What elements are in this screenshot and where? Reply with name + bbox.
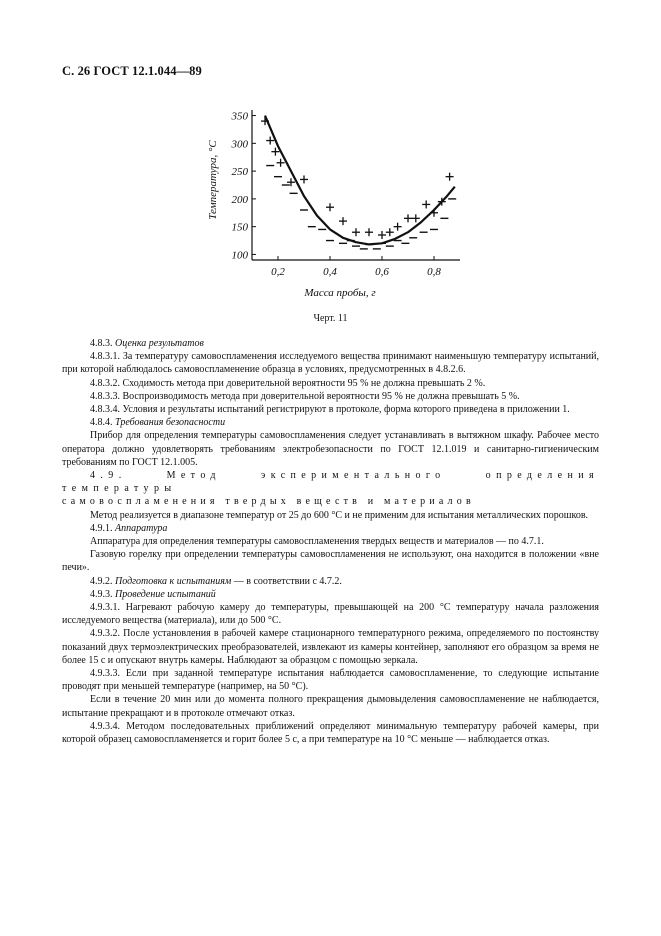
y-tick-label: 350 xyxy=(231,110,248,123)
chart-marks xyxy=(261,116,456,249)
section-4-9-2-heading xyxy=(62,575,599,588)
ignition-point xyxy=(394,223,402,231)
chart-y-label: Температура, °С xyxy=(207,140,219,220)
figure-caption: Черт. 11 xyxy=(313,313,348,324)
section-number: 4.9.1. xyxy=(90,522,113,534)
page-header: С. 26 ГОСТ 12.1.044—89 xyxy=(62,64,202,78)
paragraph-4-9-1-a: Аппаратура для определения температуры самовоспламенения твердых веществ и материалов — по 4.7.1. xyxy=(90,536,544,548)
paragraph-4-9: Метод реализуется в диапазоне температур от 25 до 600 °С и не применим для испытания металлических порошков. xyxy=(90,509,589,521)
section-4-9-3-heading xyxy=(62,588,599,601)
ignition-point xyxy=(446,173,454,181)
ignition-point xyxy=(352,228,360,236)
fit-curve-line xyxy=(265,116,455,245)
ignition-point xyxy=(326,203,334,211)
ignition-point xyxy=(378,231,386,239)
section-4-9-heading-line2: самовоспламенения твердых веществ и материалов xyxy=(62,496,475,508)
section-title: Проведение испытаний xyxy=(115,588,216,600)
ignition-point xyxy=(266,137,274,145)
section-number: 4.8.3. xyxy=(90,338,113,349)
section-title: Требования безопасности xyxy=(115,417,226,429)
paragraph-4-9-3-4: 4.9.3.4. Методом последовательных приближений определяют минимальную температуру рабочей камеры, при которой образец самовоспламеняется и горит более 5 с, а при температуре на 10 °С меньше — наблюдается отказ. xyxy=(62,720,599,746)
y-tick-label: 100 xyxy=(231,249,248,262)
paragraph-4-8-3-4: 4.8.3.4. Условия и результаты испытаний регистрируют в протоколе, форма которого приведена в приложении 1. xyxy=(90,404,570,416)
section-4-8-3-heading xyxy=(62,337,599,350)
paragraph-4-8-3-2: 4.8.3.2. Сходимость метода при доверительной вероятности 95 % не должна превышать 2 %. xyxy=(90,377,486,389)
paragraph-4-9-3-1: 4.9.3.1. Нагревают рабочую камеру до температуры, превышающей на 200 °С температуру начала разложения исследуемого вещества (материала), или до 500 °С. xyxy=(62,602,599,627)
y-tick-label: 300 xyxy=(231,138,248,151)
paragraph-4-9-1-b: Газовую горелку при определении температуры самовоспламенения не используют, она находится в положении «вне печи». xyxy=(62,549,599,574)
ignition-point xyxy=(430,209,438,217)
section-number: 4.8.4. xyxy=(90,417,113,429)
ignition-point xyxy=(386,228,394,236)
x-tick-label: 0,8 xyxy=(427,266,441,278)
ignition-point xyxy=(339,217,347,225)
paragraph-4-8-4: Прибор для определения температуры самовоспламенения следует устанавливать в вытяжном шкафу. Рабочее место оператора должно удовлетворять требованиям электробезопасности по ГОСТ 12.1.019 и санитарно-гигиеническим требованиям по ГОСТ 12.1.005. xyxy=(62,430,599,468)
section-number: 4.9.3. xyxy=(90,588,113,600)
document-body xyxy=(62,337,599,746)
ignition-point xyxy=(365,228,373,236)
section-4-8-4-heading xyxy=(62,416,599,429)
section-title: Аппаратура xyxy=(115,522,168,534)
chart-axes xyxy=(231,110,461,278)
paragraph-4-8-3-1: 4.8.3.1. За температуру самовоспламенения исследуемого вещества принимают наименьшую температуру испытаний, при которой наблюдалось самовоспламенение образца в условиях, предусмотренных в 4.8.2.6. xyxy=(62,351,599,376)
temperature-vs-mass-chart xyxy=(190,100,470,310)
paragraph-4-9-3-3: 4.9.3.3. Если при заданной температуре испытания наблюдается самовоспламенение, то следующие испытание проводят при меньшей температуре (например, на 50 °С). xyxy=(62,668,599,693)
paragraph-4-8-3-3: 4.8.3.3. Воспроизводимость метода при доверительной вероятности 95 % не должна превышать 5 %. xyxy=(90,390,520,402)
ignition-point xyxy=(412,214,420,222)
section-4-9-1-heading xyxy=(62,522,599,535)
section-reference: — в соответствии с 4.7.2. xyxy=(231,575,342,587)
paragraph-4-9-3-3-b: Если в течение 20 мин или до момента полного прекращения дымовыделения самовоспламенение не наблюдается, испытание прекращают и в протоколе отмечают отказ. xyxy=(62,694,599,719)
paragraph-4-9-3-2: 4.9.3.2. После установления в рабочей камере стационарного температурного режима, определяемого по постоянству показаний двух термоэлектрических преобразователей, извлекают из камеры контейнер, заполняют его образцом за время не более 15 с и опускают внутрь камеры. Наблюдают за образцом с помощью зеркала. xyxy=(62,628,599,666)
ignition-point xyxy=(277,159,285,167)
section-number: 4.9.2. xyxy=(90,575,113,587)
x-tick-label: 0,4 xyxy=(323,266,337,278)
section-4-9-heading-line1: 4.9. Метод экспериментального определения температуры xyxy=(62,470,599,495)
chart-x-label: Масса пробы, г xyxy=(304,287,376,299)
ignition-point xyxy=(422,200,430,208)
section-title: Подготовка к испытаниям xyxy=(115,575,232,587)
y-tick-label: 200 xyxy=(231,193,248,206)
y-tick-label: 150 xyxy=(231,221,248,234)
x-tick-label: 0,6 xyxy=(375,266,389,278)
y-tick-label: 250 xyxy=(231,166,248,179)
section-title: Оценка результатов xyxy=(115,338,204,349)
ignition-point xyxy=(404,214,412,222)
x-tick-label: 0,2 xyxy=(271,266,285,278)
ignition-point xyxy=(300,175,308,183)
